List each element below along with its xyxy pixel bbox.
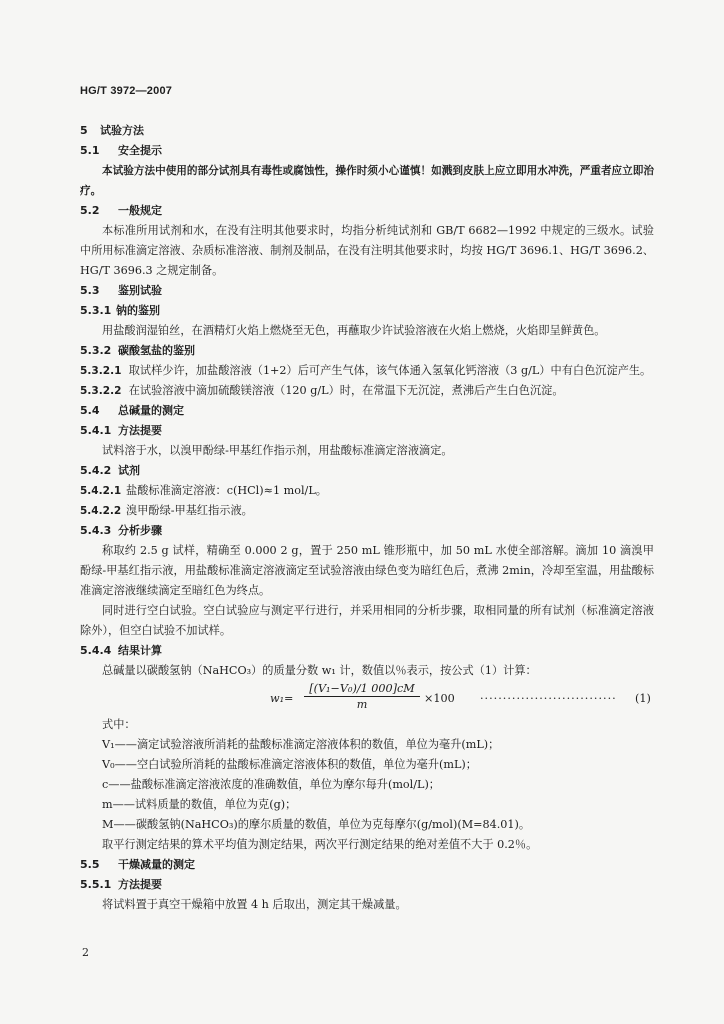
section-number: 5.3.1 bbox=[80, 304, 112, 317]
variable-definition: V₀——空白试验所消耗的盐酸标准滴定溶液体积的数值，单位为毫升(mL)； bbox=[102, 758, 477, 771]
section-heading bbox=[80, 521, 654, 541]
list-item bbox=[80, 381, 654, 401]
section-title: 干燥减量的测定 bbox=[118, 858, 195, 871]
section-heading bbox=[80, 281, 654, 301]
page-number: 2 bbox=[82, 946, 89, 959]
formula-numerator: [(V₁−V₀)/1 000]cM bbox=[309, 682, 415, 695]
section-heading bbox=[80, 855, 654, 875]
section-title: 方法提要 bbox=[118, 424, 162, 437]
section-title: 分析步骤 bbox=[118, 524, 162, 537]
section-heading bbox=[80, 461, 654, 481]
variable-definition: V₁——滴定试验溶液所消耗的盐酸标准滴定溶液体积的数值，单位为毫升(mL)； bbox=[102, 738, 500, 751]
standard-number: HG/T 3972—2007 bbox=[80, 85, 173, 97]
section-heading bbox=[80, 421, 654, 441]
item-text: 盐酸标准滴定溶液：c(HCl)≈1 mol/L。 bbox=[126, 484, 327, 497]
item-text: 溴甲酚绿-甲基红指示液。 bbox=[126, 504, 253, 517]
section-number: 5.4.2 bbox=[80, 464, 112, 477]
section-title: 总碱量的测定 bbox=[118, 404, 184, 417]
section-heading bbox=[80, 401, 654, 421]
section-heading bbox=[80, 201, 654, 221]
section-number: 5.5.1 bbox=[80, 878, 112, 891]
formula-1 bbox=[80, 681, 654, 715]
section-number: 5.4 bbox=[80, 404, 100, 417]
item-text: 取试样少许，加盐酸溶液（1+2）后可产生气体，该气体通入氢氧化钙溶液（3 g/L）中有白色沉淀产生。 bbox=[128, 364, 652, 377]
item-number: 5.3.2.1 bbox=[80, 365, 122, 377]
section-number: 5.3.2 bbox=[80, 344, 112, 357]
item-text: 在试验溶液中滴加硫酸镁溶液（120 g/L）时，在常温下无沉淀，煮沸后产生白色沉淀。 bbox=[128, 384, 564, 397]
section-number: 5.5 bbox=[80, 858, 100, 871]
where-label: 式中： bbox=[102, 718, 136, 731]
section-number: 5 bbox=[80, 124, 88, 137]
formula-leader-dots: ······························ bbox=[480, 692, 617, 705]
section-heading bbox=[80, 341, 654, 361]
item-number: 5.3.2.2 bbox=[80, 385, 122, 397]
section-title: 鉴别试验 bbox=[118, 284, 162, 297]
section-heading bbox=[80, 141, 654, 161]
section-title: 试剂 bbox=[118, 464, 140, 477]
paragraph: 总碱量以碳酸氢钠（NaHCO₃）的质量分数 w₁ 计，数值以％表示，按公式（1）计算： bbox=[102, 664, 537, 677]
item-number: 5.4.2.2 bbox=[80, 505, 122, 517]
paragraph: 试料溶于水，以溴甲酚绿-甲基红作指示剂，用盐酸标准滴定溶液滴定。 bbox=[102, 444, 453, 457]
paragraph: 取平行测定结果的算术平均值为测定结果，两次平行测定结果的绝对差值不大于 0.2％。 bbox=[102, 838, 538, 851]
list-item bbox=[80, 481, 654, 501]
section-title: 试验方法 bbox=[100, 124, 144, 137]
fraction-bar bbox=[304, 696, 420, 697]
formula-fraction bbox=[302, 681, 422, 712]
section-number: 5.4.4 bbox=[80, 644, 112, 657]
section-title: 方法提要 bbox=[118, 878, 162, 891]
section-title: 钠的鉴别 bbox=[116, 304, 160, 317]
section-title: 结果计算 bbox=[118, 644, 162, 657]
section-number: 5.3 bbox=[80, 284, 100, 297]
variable-definition: c——盐酸标准滴定溶液浓度的准确数值，单位为摩尔每升(mol/L)； bbox=[102, 778, 440, 791]
paragraph: 同时进行空白试验。空白试验应与测定平行进行，并采用相同的分析步骤，取相同量的所有试剂（标准滴定溶液除外），但空白试验不加试样。 bbox=[80, 604, 654, 637]
item-number: 5.4.2.1 bbox=[80, 485, 122, 497]
formula-multiplier: ×100 bbox=[424, 692, 455, 705]
section-number: 5.2 bbox=[80, 204, 100, 217]
paragraph: 用盐酸润湿铂丝，在酒精灯火焰上燃烧至无色，再蘸取少许试验溶液在火焰上燃烧，火焰即呈鲜黄色。 bbox=[102, 324, 606, 337]
section-heading bbox=[80, 875, 654, 895]
section-heading bbox=[80, 641, 654, 661]
equation-number: (1) bbox=[635, 692, 651, 705]
section-title: 安全提示 bbox=[118, 144, 162, 157]
variable-definition: m——试料质量的数值，单位为克(g)； bbox=[102, 798, 297, 811]
paragraph: 将试料置于真空干燥箱中放置 4 h 后取出，测定其干燥减量。 bbox=[102, 898, 407, 911]
section-title: 一般规定 bbox=[118, 204, 162, 217]
section-heading bbox=[80, 301, 654, 321]
safety-warning-text: 本试验方法中使用的部分试剂具有毒性或腐蚀性，操作时须小心谨慎！如溅到皮肤上应立即用水冲洗，严重者应立即治疗。 bbox=[80, 165, 654, 197]
section-number: 5.4.3 bbox=[80, 524, 112, 537]
section-number: 5.4.1 bbox=[80, 424, 112, 437]
paragraph: 本标准所用试剂和水，在没有注明其他要求时，均指分析纯试剂和 GB/T 6682—1992 中规定的三级水。试验中所用标准滴定溶液、杂质标准溶液、制剂及制品，在没有注明其他要求时，均按 HG/T 3696.1、HG/T 3696.2、HG/T 3696.3 之规定制备。 bbox=[80, 224, 654, 277]
formula-lhs: w₁= bbox=[270, 692, 294, 705]
section-number: 5.1 bbox=[80, 144, 100, 157]
section-title: 碳酸氢盐的鉴别 bbox=[118, 344, 195, 357]
list-item bbox=[80, 361, 654, 381]
list-item bbox=[80, 501, 654, 521]
formula-denominator: m bbox=[356, 698, 368, 711]
paragraph: 称取约 2.5 g 试样，精确至 0.000 2 g，置于 250 mL 锥形瓶中，加 50 mL 水使全部溶解。滴加 10 滴溴甲酚绿-甲基红指示液，用盐酸标准滴定溶液滴定至试验溶液由绿色变为暗红色后，煮沸 2min，冷却至室温，用盐酸标准滴定溶液继续滴定至暗红色为终点。 bbox=[80, 544, 654, 597]
document-body bbox=[80, 121, 654, 915]
section-heading bbox=[80, 121, 654, 141]
variable-definition: M——碳酸氢钠(NaHCO₃)的摩尔质量的数值，单位为克每摩尔(g/mol)(M=84.01)。 bbox=[102, 818, 531, 831]
